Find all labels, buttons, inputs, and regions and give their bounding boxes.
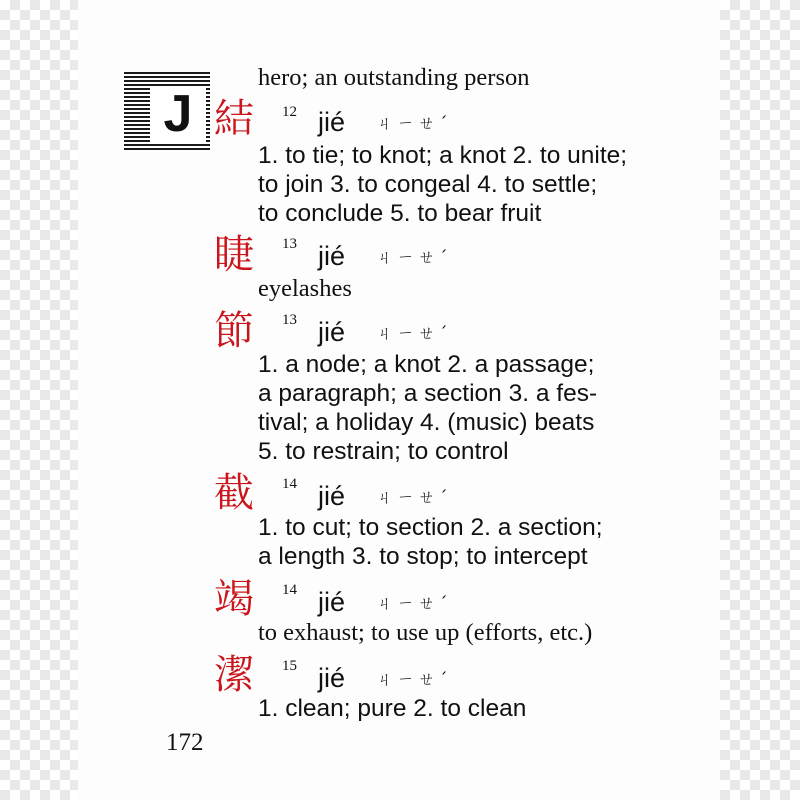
continued-definition: hero; an outstanding person	[258, 64, 530, 91]
definition-line: a paragraph; a section 3. a fes-	[258, 380, 598, 407]
zhuyin: ㄐㄧㄝˊ	[376, 670, 452, 690]
stroke-count: 14	[282, 582, 297, 598]
stroke-count: 13	[282, 312, 297, 328]
entry-character: 截	[214, 470, 254, 516]
stroke-count: 14	[282, 476, 297, 492]
entry-character: 結	[214, 96, 254, 142]
pinyin: jié	[318, 481, 346, 511]
stroke-count: 12	[282, 104, 297, 120]
thumb-index-letter: J	[150, 86, 206, 142]
page-number: 172	[166, 729, 204, 756]
definition-line: 1. clean; pure 2. to clean	[258, 695, 527, 722]
definition-line: to join 3. to congeal 4. to settle;	[258, 171, 598, 198]
pinyin: jié	[318, 317, 346, 347]
zhuyin: ㄐㄧㄝˊ	[376, 594, 452, 614]
definition-line: a length 3. to stop; to intercept	[258, 543, 588, 570]
zhuyin: ㄐㄧㄝˊ	[376, 488, 452, 508]
pinyin: jié	[318, 107, 346, 137]
pinyin: jié	[318, 663, 346, 693]
definition-line: 1. to cut; to section 2. a section;	[258, 514, 603, 541]
definition-line: 1. a node; a knot 2. a passage;	[258, 351, 595, 378]
definition-line: tival; a holiday 4. (music) beats	[258, 409, 595, 436]
pinyin: jié	[318, 587, 346, 617]
definition-line: to exhaust; to use up (efforts, etc.)	[258, 619, 593, 646]
entry-character: 節	[214, 308, 254, 354]
entry-character: 潔	[214, 652, 254, 698]
pinyin: jié	[318, 241, 346, 271]
stroke-count: 13	[282, 236, 297, 252]
definition-line: eyelashes	[258, 275, 352, 302]
definition-line: to conclude 5. to bear fruit	[258, 200, 542, 227]
zhuyin: ㄐㄧㄝˊ	[376, 324, 452, 344]
zhuyin: ㄐㄧㄝˊ	[376, 248, 452, 268]
definition-line: 1. to tie; to knot; a knot 2. to unite;	[258, 142, 628, 169]
entry-character: 睫	[214, 232, 254, 278]
zhuyin: ㄐㄧㄝˊ	[376, 114, 452, 134]
definition-line: 5. to restrain; to control	[258, 438, 509, 465]
entry-character: 竭	[214, 576, 254, 622]
stroke-count: 15	[282, 658, 297, 674]
